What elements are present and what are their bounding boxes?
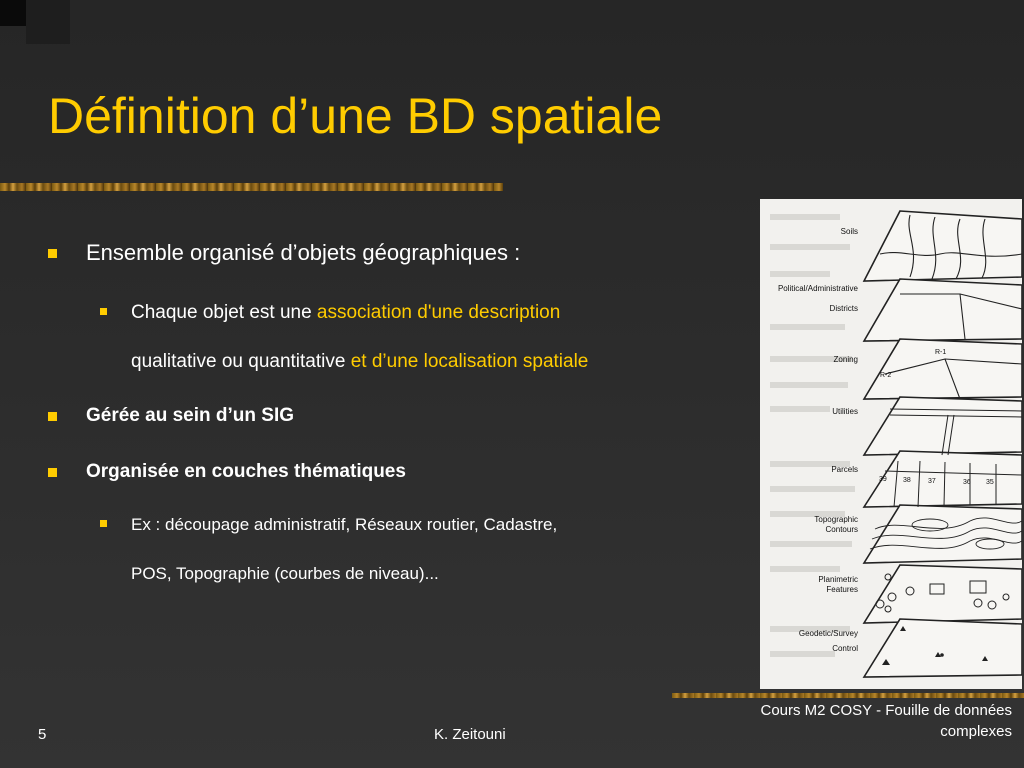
footer-course-line: complexes (940, 723, 1012, 740)
layer-label: Features (826, 585, 858, 594)
parcel-label: 36 (963, 479, 971, 486)
parcel-label: 39 (879, 476, 887, 483)
bullet-text: Organisée en couches thématiques (86, 461, 406, 482)
layer-label: Soils (840, 227, 858, 236)
text-part: Ex : découpage administratif, Réseaux routier, Cadastre, (131, 515, 558, 534)
footer-course (662, 700, 1012, 742)
layer-label: Zoning (833, 355, 858, 364)
footer-course-line: Cours M2 COSY - Fouille de données (760, 702, 1012, 719)
zone-label: R-2 (880, 372, 892, 379)
footer-underline (672, 693, 1024, 698)
layer-label: Topographic (814, 515, 858, 524)
layer-label: Parcels (831, 465, 858, 474)
layer-label: Geodetic/Survey (798, 629, 858, 638)
layer-label: Control (832, 644, 858, 653)
footer-author: K. Zeitouni (434, 726, 506, 743)
highlight-text: association d'une description (316, 302, 561, 323)
highlight-text: et d’une localisation spatiale (350, 351, 589, 372)
layer-label: Planimetric (818, 575, 858, 584)
parcel-label: 35 (986, 479, 994, 486)
sub-bullet-text (131, 288, 771, 386)
bullet-square-icon (48, 249, 57, 258)
parcel-label: 37 (928, 478, 936, 485)
zone-label: R-1 (935, 349, 947, 356)
gis-layers-illustration (760, 199, 1022, 689)
layer-label: Contours (825, 525, 858, 534)
layer-label: Utilities (832, 407, 858, 416)
bullet-square-icon (100, 520, 107, 527)
text-part: Chaque objet est une (131, 302, 317, 323)
sub-bullet-text (131, 500, 771, 598)
layer-label: Districts (829, 304, 858, 313)
bullet-square-icon (100, 308, 107, 315)
slide-title: Définition d’une BD spatiale (48, 88, 663, 144)
layer-label: Political/Administrative (777, 284, 858, 293)
page-number: 5 (38, 726, 47, 743)
gis-layers-figure (760, 199, 1022, 689)
parcel-label: 38 (903, 477, 911, 484)
bullet-square-icon (48, 412, 57, 421)
bullet-text: Gérée au sein d’un SIG (86, 405, 295, 426)
text-part: qualitative ou quantitative (131, 351, 351, 372)
bullet-square-icon (48, 468, 57, 477)
bullet-text: Ensemble organisé d’objets géographiques : (86, 240, 521, 265)
text-part: POS, Topographie (courbes de niveau)... (131, 564, 439, 583)
